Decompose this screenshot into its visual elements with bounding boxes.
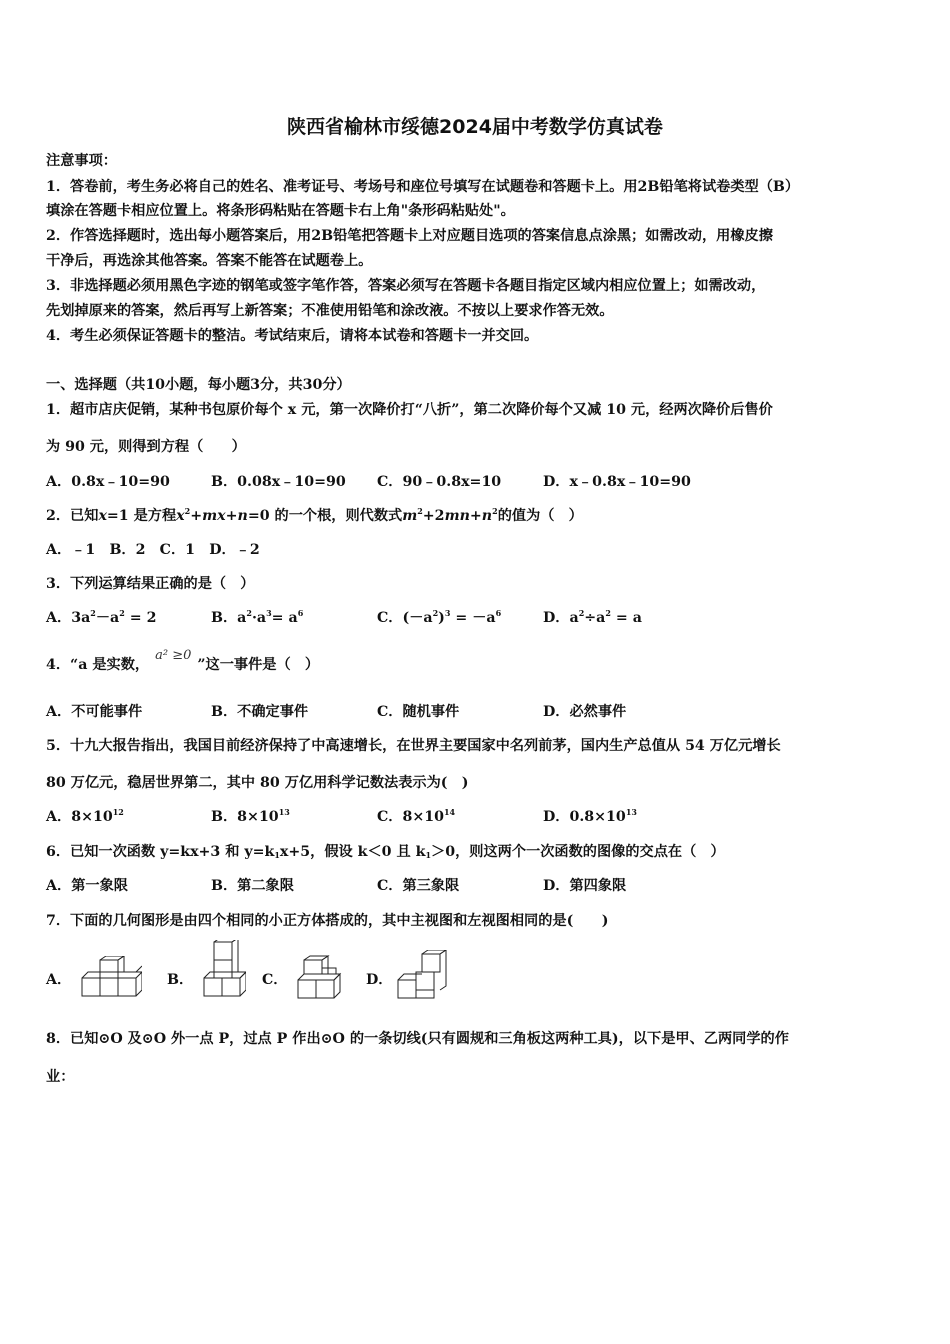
q2-var: x bbox=[98, 508, 107, 524]
q3-d-text: D．a bbox=[543, 610, 579, 626]
q2-var: n bbox=[481, 508, 493, 524]
notice-item-4: 4．考生必须保证答题卡的整洁。考试结束后，请将本试卷和答题卡一并交回。 bbox=[46, 328, 539, 344]
section-heading: 一、选择题（共10小题，每小题3分，共30分） bbox=[46, 377, 351, 393]
q3-a-exp: 2 bbox=[90, 608, 96, 618]
q8-stem-a: 8．已知⊙O 及⊙O 外一点 P，过点 P 作出⊙O 的一条切线(只有圆规和三角板这两种工具)，以下是甲、乙两同学的作 bbox=[46, 1031, 789, 1047]
q3-b-exp: 6 bbox=[297, 608, 304, 618]
q2-text: + bbox=[190, 508, 203, 524]
q4-option-d: D．必然事件 bbox=[543, 704, 627, 720]
notice-heading: 注意事项： bbox=[46, 153, 117, 169]
q6-option-c: C．第三象限 bbox=[377, 878, 460, 894]
q3-d-exp: 2 bbox=[578, 608, 585, 618]
q2-var: mx bbox=[202, 508, 226, 524]
q3-d-exp: 2 bbox=[605, 608, 611, 618]
q3-d-text: ÷a bbox=[584, 610, 606, 626]
q6-text: x+5，假设 k＜0 且 k bbox=[279, 844, 426, 860]
q5-stem-a: 5．十九大报告指出，我国目前经济保持了中高速增长，在世界主要国家中名列前茅，国内生产总值从 54 万亿元增长 bbox=[46, 738, 781, 754]
q6-text: 6．已知一次函数 y=kx+3 和 y=k bbox=[46, 844, 275, 860]
q2-text: + bbox=[469, 508, 482, 524]
q6-stem bbox=[46, 843, 725, 861]
q3-c-text: = －a bbox=[450, 610, 496, 626]
q3-d-text: = a bbox=[610, 610, 642, 626]
q6-option-d: D．第四象限 bbox=[543, 878, 627, 894]
q2-text: =0 的一个根，则代数式 bbox=[247, 508, 403, 524]
q2-var: x bbox=[176, 508, 185, 524]
q8-stem-b: 业： bbox=[46, 1069, 75, 1085]
q7-option-c-label: C． bbox=[262, 972, 288, 988]
q1-option-a: A．0.8x﹣10=90 bbox=[46, 474, 170, 490]
q2-exponent: 2 bbox=[492, 506, 498, 516]
q4-text: ”这一事件是（ ） bbox=[197, 657, 320, 673]
cube-figure-d bbox=[396, 950, 448, 1000]
q1-option-d: D．x﹣0.8x﹣10=90 bbox=[543, 474, 691, 490]
q7-option-b-label: B． bbox=[167, 972, 194, 988]
q3-c-text: C．(－a bbox=[377, 610, 433, 626]
notice-item-3a: 3．非选择题必须用黑色字迹的钢笔或签字笔作答，答案必须写在答题卡各题目指定区域内相应位置上；如需改动， bbox=[46, 278, 766, 294]
q5-d-text: D．0.8×10 bbox=[543, 809, 626, 825]
q1-stem-b: 为 90 元，则得到方程（ ） bbox=[46, 439, 246, 455]
q3-b-text: ·a bbox=[251, 610, 267, 626]
notice-item-3b: 先划掉原来的答案，然后再写上新答案；不准使用铅笔和涂改液。不按以上要求作答无效。 bbox=[46, 303, 614, 319]
q2-stem bbox=[46, 507, 583, 525]
q2-text: 的值为（ ） bbox=[497, 508, 583, 524]
notice-item-1a: 1．答卷前，考生务必将自己的姓名、准考证号、考场号和座位号填写在试题卷和答题卡上。用2B铅笔将试卷类型（B） bbox=[46, 179, 800, 195]
q3-b-text: B．a bbox=[211, 610, 247, 626]
q5-c-text: C．8×10 bbox=[377, 809, 444, 825]
q2-text: + bbox=[225, 508, 238, 524]
q3-a-text: －a bbox=[95, 610, 120, 626]
q1-stem-a: 1．超市店庆促销，某种书包原价每个 x 元，第一次降价打“八折”，第二次降价每个又减 10 元，经两次降价后售价 bbox=[46, 402, 773, 418]
cube-figure-a bbox=[80, 956, 142, 998]
q4-stem bbox=[46, 648, 320, 675]
q5-option-a bbox=[46, 808, 124, 826]
q4-math-expression: a² ≥0 bbox=[155, 648, 192, 663]
q2-options: A．﹣1 B．2 C．1 D．﹣2 bbox=[46, 542, 260, 558]
q3-option-c bbox=[377, 609, 501, 627]
q5-option-b bbox=[211, 808, 290, 826]
q1-option-c: C．90﹣0.8x=10 bbox=[377, 474, 502, 490]
q3-b-exp: 2 bbox=[246, 608, 252, 618]
cube-figure-c bbox=[296, 954, 344, 1000]
q1-option-b: B．0.08x﹣10=90 bbox=[211, 474, 346, 490]
q5-a-text: A．8×10 bbox=[46, 809, 113, 825]
q2-exponent: 2 bbox=[184, 506, 191, 516]
notice-item-2b: 干净后，再选涂其他答案。答案不能答在试题卷上。 bbox=[46, 253, 373, 269]
q5-stem-b: 80 万亿元，稳居世界第二，其中 80 万亿用科学记数法表示为( ) bbox=[46, 775, 469, 791]
q3-c-exp: 6 bbox=[495, 608, 502, 618]
q5-b-text: B．8×10 bbox=[211, 809, 279, 825]
q5-d-exp: 13 bbox=[625, 807, 637, 817]
q5-option-c bbox=[377, 808, 455, 826]
q6-subscript: 1 bbox=[274, 850, 280, 860]
q6-text: ＞0，则这两个一次函数的图像的交点在（ ） bbox=[431, 844, 725, 860]
q5-b-exp: 13 bbox=[278, 807, 290, 817]
q5-a-exp: 12 bbox=[112, 807, 124, 817]
cube-figure-b bbox=[200, 940, 246, 998]
q4-option-b: B．不确定事件 bbox=[211, 704, 309, 720]
q3-b-text: = a bbox=[271, 610, 298, 626]
q2-exponent: 2 bbox=[417, 506, 423, 516]
q3-option-d bbox=[543, 609, 642, 627]
q2-var: n bbox=[237, 508, 248, 524]
q2-text: +2 bbox=[422, 508, 445, 524]
q4-text: 4．“a 是实数， bbox=[46, 657, 150, 673]
page-title: 陕西省榆林市绥德2024届中考数学仿真试卷 bbox=[287, 116, 663, 138]
q3-a-text: A．3a bbox=[46, 610, 91, 626]
q6-option-b: B．第二象限 bbox=[211, 878, 294, 894]
notice-item-2a: 2．作答选择题时，选出每小题答案后，用2B铅笔把答题卡上对应题目选项的答案信息点涂黑；如需改动，用橡皮擦 bbox=[46, 228, 773, 244]
q6-option-a: A．第一象限 bbox=[46, 878, 128, 894]
q7-option-a-label: A． bbox=[46, 972, 72, 988]
q3-b-exp: 3 bbox=[266, 608, 272, 618]
q5-c-exp: 14 bbox=[443, 807, 456, 817]
q2-text: =1 是方程 bbox=[106, 508, 177, 524]
q3-a-exp: 2 bbox=[119, 608, 125, 618]
q3-c-text: ) bbox=[438, 610, 445, 626]
q3-option-b bbox=[211, 609, 303, 627]
q2-var: m bbox=[402, 508, 418, 524]
q2-text: 2．已知 bbox=[46, 508, 99, 524]
q3-c-exp: 3 bbox=[444, 608, 451, 618]
q3-option-a bbox=[46, 609, 156, 627]
q4-option-c: C．随机事件 bbox=[377, 704, 460, 720]
q3-stem: 3．下列运算结果正确的是（ ） bbox=[46, 576, 255, 592]
q6-subscript: 1 bbox=[425, 850, 432, 860]
q7-option-d-label: D． bbox=[366, 972, 393, 988]
q3-a-text: = 2 bbox=[124, 610, 157, 626]
q3-c-exp: 2 bbox=[432, 608, 439, 618]
q5-option-d bbox=[543, 808, 637, 826]
q4-option-a: A．不可能事件 bbox=[46, 704, 143, 720]
q7-stem: 7．下面的几何图形是由四个相同的小正方体搭成的，其中主视图和左视图相同的是( ) bbox=[46, 913, 609, 929]
notice-item-1b: 填涂在答题卡相应位置上。将条形码粘贴在答题卡右上角"条形码粘贴处"。 bbox=[46, 203, 515, 219]
q2-var: mn bbox=[444, 508, 470, 524]
